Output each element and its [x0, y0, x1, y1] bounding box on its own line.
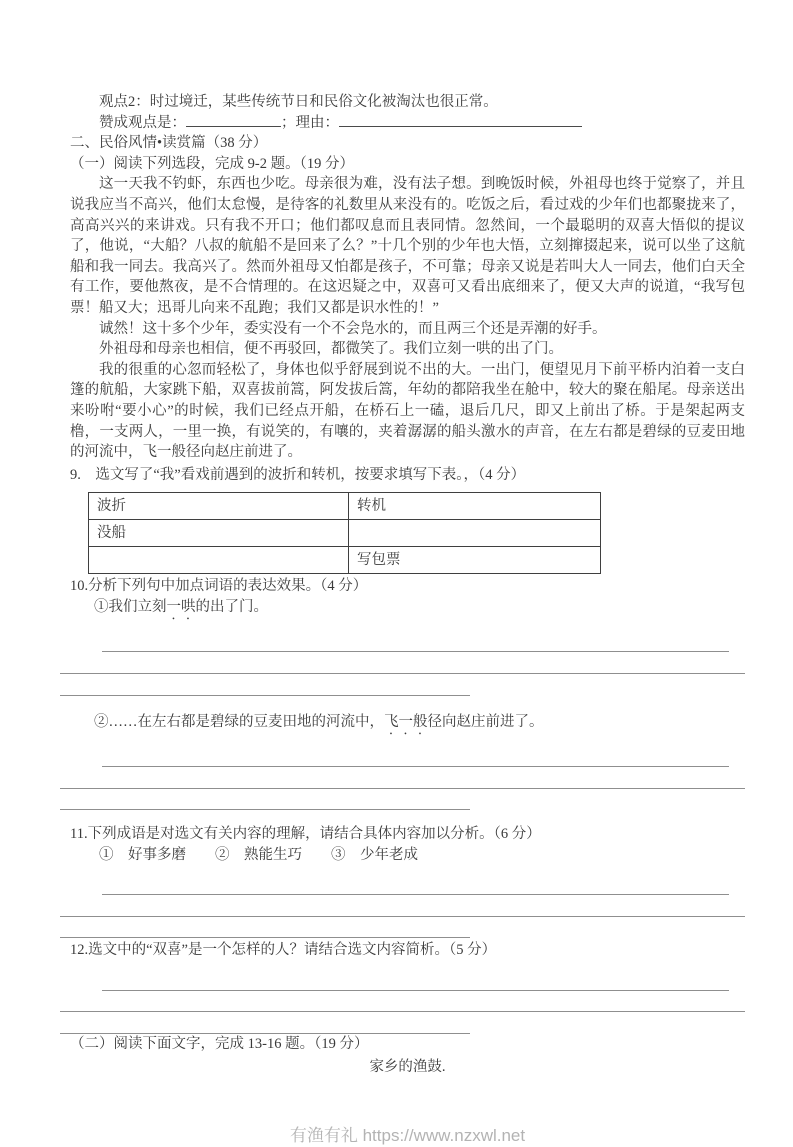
- reason-label: ；理由：: [281, 114, 339, 131]
- table-row: [89, 520, 601, 547]
- q10-item1-post: 的出了门。: [195, 598, 268, 615]
- part2-title: 家乡的渔鼓.: [369, 1059, 446, 1076]
- answer-lines: [70, 969, 745, 1034]
- q10-item-1: [70, 597, 745, 623]
- table-cell: [349, 520, 601, 547]
- answer-line: [60, 789, 470, 811]
- answer-line: [60, 1012, 470, 1034]
- table-cell: 写包票: [349, 547, 601, 574]
- answer-lines: [70, 746, 745, 811]
- q10-item2-emphasized: 飞一般: [384, 713, 428, 730]
- agree-label: 赞成观点是：: [99, 114, 186, 131]
- q10-item2-post: 径向赵庄前进了。: [427, 713, 544, 730]
- q11-idioms: ① 好事多磨 ② 熟能生巧 ③ 少年老成: [99, 847, 418, 864]
- agree-answer-blank: [186, 113, 281, 127]
- answer-line: [60, 674, 470, 696]
- q10-item1-pre: ①我们立刻: [94, 598, 167, 615]
- part2-heading: （二）阅读下面文字，完成 13-16 题。（19 分）: [70, 1035, 369, 1052]
- answer-line: [102, 631, 729, 653]
- footer-watermark: 有渔有礼 https://www.nzxwl.net: [289, 1125, 526, 1145]
- answer-lines: [70, 874, 745, 939]
- table-cell: [89, 547, 349, 574]
- answer-line: [60, 895, 745, 917]
- passage-paragraph: 我的很重的心忽而轻松了，身体也似乎舒展到说不出的大。一出门，便望见月下前平桥内泊着一支白篷的航船，大家跳下船，双喜拔前篙，阿发拔后篙，年幼的都陪我坐在舱中，较大的聚在船尾。母亲送出来吩咐“要小心”的时候，我们已经点开船，在桥石上一磕，退后几尺，即又上前出了桥。于是架起两支橹，一支两人，一里一换，有说笑的，有嚷的，夹着潺潺的船头激水的声音，在左右都是碧绿的豆麦田地的河流中，飞一般径向赵庄前进了。: [70, 361, 745, 461]
- q9-fill-table: [88, 492, 601, 574]
- question-11-label: 11.下列成语是对选文有关内容的理解，请结合具体内容加以分析。（6 分）: [70, 826, 541, 843]
- answer-line: [60, 767, 745, 789]
- reason-answer-blank: [339, 113, 582, 127]
- passage-paragraph: 这一天我不钓虾，东西也少吃。母亲很为难，没有法子想。到晚饭时候，外祖母也终于觉察了，并且说我应当不高兴，他们太怠慢，是待客的礼数里从来没有的。吃饭之后，看过戏的少年们也都聚拢来了，高高兴兴的来讲戏。只有我不开口；他们都叹息而且表同情。忽然间，一个最聪明的双喜大悟似的提议了，他说，“大船？八叔的航船不是回来了么？”十几个别的少年也大悟，立刻撺掇起来，说可以坐了这航船和我一同去。我高兴了。然而外祖母又怕都是孩子，不可靠；母亲又说是若叫大人一同去，他们白天全有工作，要他熬夜，是不合情理的。在这迟疑之中，双喜可又看出底细来了，便又大声的说道，“我写包票！船又大；迅哥儿向来不乱跑；我们又都是识水性的！”: [70, 176, 745, 316]
- question-9-label: 9. 选文写了“我”看戏前遇到的波折和转机，按要求填写下表。，（4 分）: [70, 466, 526, 483]
- question-12-label: 12.选文中的“双喜”是一个怎样的人？请结合选文内容简析。（5 分）: [70, 942, 497, 959]
- q10-item-2: [70, 712, 745, 738]
- answer-line: [60, 652, 745, 674]
- table-cell: 没船: [89, 520, 349, 547]
- part1-heading: （一）阅读下列选段，完成 9-2 题。（19 分）: [70, 155, 354, 172]
- section2-title: 二、民俗风情•读赏篇（38 分）: [70, 135, 268, 152]
- passage-paragraph: 诚然！这十多个少年，委实没有一个不会凫水的，而且两三个还是弄潮的好手。: [99, 320, 607, 337]
- answer-lines: [70, 631, 745, 696]
- passage-paragraph: 外祖母和母亲也相信，便不再驳回，都微笑了。我们立刻一哄的出了门。: [99, 341, 563, 358]
- answer-line: [60, 917, 470, 939]
- question-10-label: 10.分析下列句中加点词语的表达效果。（4 分）: [70, 578, 368, 595]
- q10-item2-pre: ②……在左右都是碧绿的豆麦田地的河流中，: [94, 713, 384, 730]
- table-header-bozhe: 波折: [89, 493, 349, 520]
- table-row: [89, 547, 601, 574]
- agree-line: [70, 113, 745, 134]
- answer-line: [102, 746, 729, 768]
- answer-line: [102, 874, 729, 896]
- table-row: [89, 493, 601, 520]
- answer-line: [102, 969, 729, 991]
- q10-item1-emphasized: 一哄: [166, 598, 196, 615]
- reading-passage: [70, 174, 745, 462]
- viewpoint2-line: 观点2：时过境迁，某些传统节日和民俗文化被淘汰也很正常。: [99, 94, 498, 110]
- answer-line: [60, 991, 745, 1013]
- table-header-zhuanji: 转机: [349, 493, 601, 520]
